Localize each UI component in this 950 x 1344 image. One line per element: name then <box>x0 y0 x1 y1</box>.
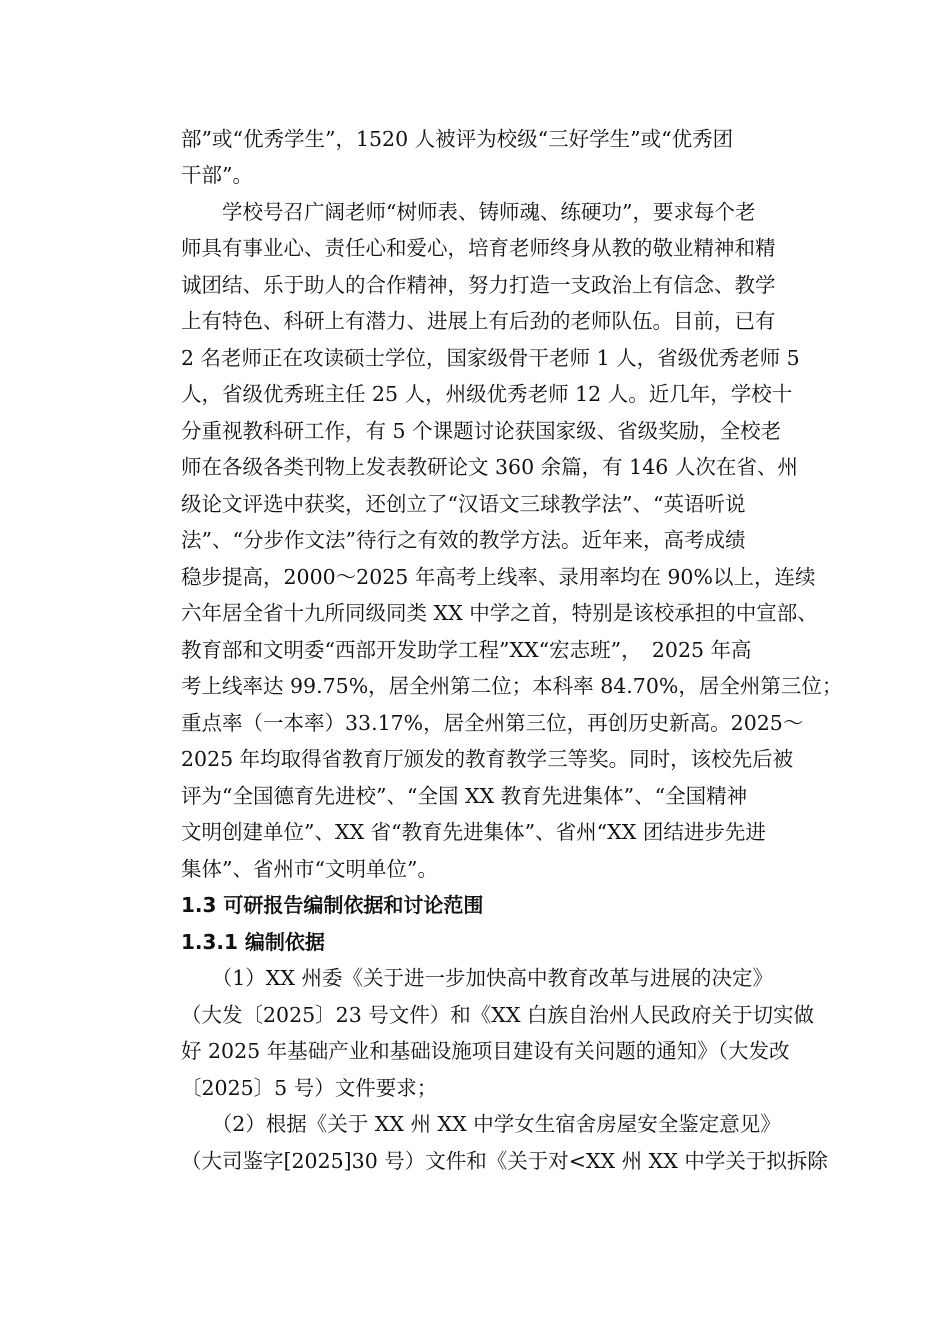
basis-line: 〔2025〕5 号）文件要求； <box>181 1076 438 1100</box>
basis-line: （大发〔2025〕23 号文件）和《XX 白族自治州人民政府关于切实做 <box>181 1003 814 1027</box>
paragraph-line: 干部”。 <box>181 163 253 187</box>
paragraph-line: 教育部和文明委“西部开发助学工程”XX“宏志班”， 2025 年高 <box>181 638 752 662</box>
paragraph-line: 文明创建单位”、XX 省“教育先进集体”、省州“XX 团结进步先进 <box>181 820 766 844</box>
paragraph-line: 学校号召广阔老师“树师表、铸师魂、练硬功”，要求每个老 <box>181 200 756 224</box>
paragraph-line: 六年居全省十九所同级同类 XX 中学之首，特别是该校承担的中宣部、 <box>181 601 818 625</box>
paragraph-line: 分重视教科研工作，有 5 个课题讨论获国家级、省级奖励，全校老 <box>181 419 782 443</box>
paragraph-line: 诚团结、乐于助人的合作精神，努力打造一支政治上有信念、教学 <box>181 273 776 297</box>
section-heading-1-3-1: 1.3.1 编制依据 <box>181 930 325 954</box>
basis-line: （2）根据《关于 XX 州 XX 中学女生宿舍房屋安全鉴定意见》 <box>181 1112 781 1136</box>
paragraph-line: 法”、“分步作文法”待行之有效的教学方法。近年来，高考成绩 <box>181 528 746 552</box>
basis-line: （大司鉴字[2025]30 号）文件和《关于对<XX 州 XX 中学关于拟拆除 <box>181 1149 828 1173</box>
paragraph-line: 师具有事业心、责任心和爱心，培育老师终身从教的敬业精神和精 <box>181 236 776 260</box>
paragraph-line: 重点率（一本率）33.17%，居全州第三位，再创历史新高。2025～ <box>181 711 804 735</box>
paragraph-line: 评为“全国德育先进校”、“全国 XX 教育先进集体”、“全国精神 <box>181 784 748 808</box>
paragraph-line: 级论文评选中获奖，还创立了“汉语文三球教学法”、“英语听说 <box>181 492 746 516</box>
section-heading-1-3: 1.3 可研报告编制依据和讨论范围 <box>181 893 484 917</box>
paragraph-line: 2025 年均取得省教育厅颁发的教育教学三等奖。同时，该校先后被 <box>181 747 794 771</box>
paragraph-line: 稳步提高，2000～2025 年高考上线率、录用率均在 90%以上，连续 <box>181 565 816 589</box>
paragraph-line: 上有特色、科研上有潜力、进展上有后劲的老师队伍。目前，已有 <box>181 309 776 333</box>
paragraph-line: 集体”、省州市“文明单位”。 <box>181 857 438 881</box>
paragraph-line: 人，省级优秀班主任 25 人，州级优秀老师 12 人。近几年，学校十 <box>181 382 793 406</box>
paragraph-line: 2 名老师正在攻读硕士学位，国家级骨干老师 1 人，省级优秀老师 5 <box>181 346 800 370</box>
paragraph-line: 师在各级各类刊物上发表教研论文 360 余篇，有 146 人次在省、州 <box>181 455 798 479</box>
paragraph-line: 考上线率达 99.75%，居全州第二位；本科率 84.70%，居全州第三位； <box>181 674 843 698</box>
basis-line: 好 2025 年基础产业和基础设施项目建设有关问题的通知》（大发改 <box>181 1039 790 1063</box>
basis-line: （1）XX 州委《关于进一步加快高中教育改革与进展的决定》 <box>181 966 773 990</box>
paragraph-line: 部”或“优秀学生”，1520 人被评为校级“三好学生”或“优秀团 <box>181 127 734 151</box>
